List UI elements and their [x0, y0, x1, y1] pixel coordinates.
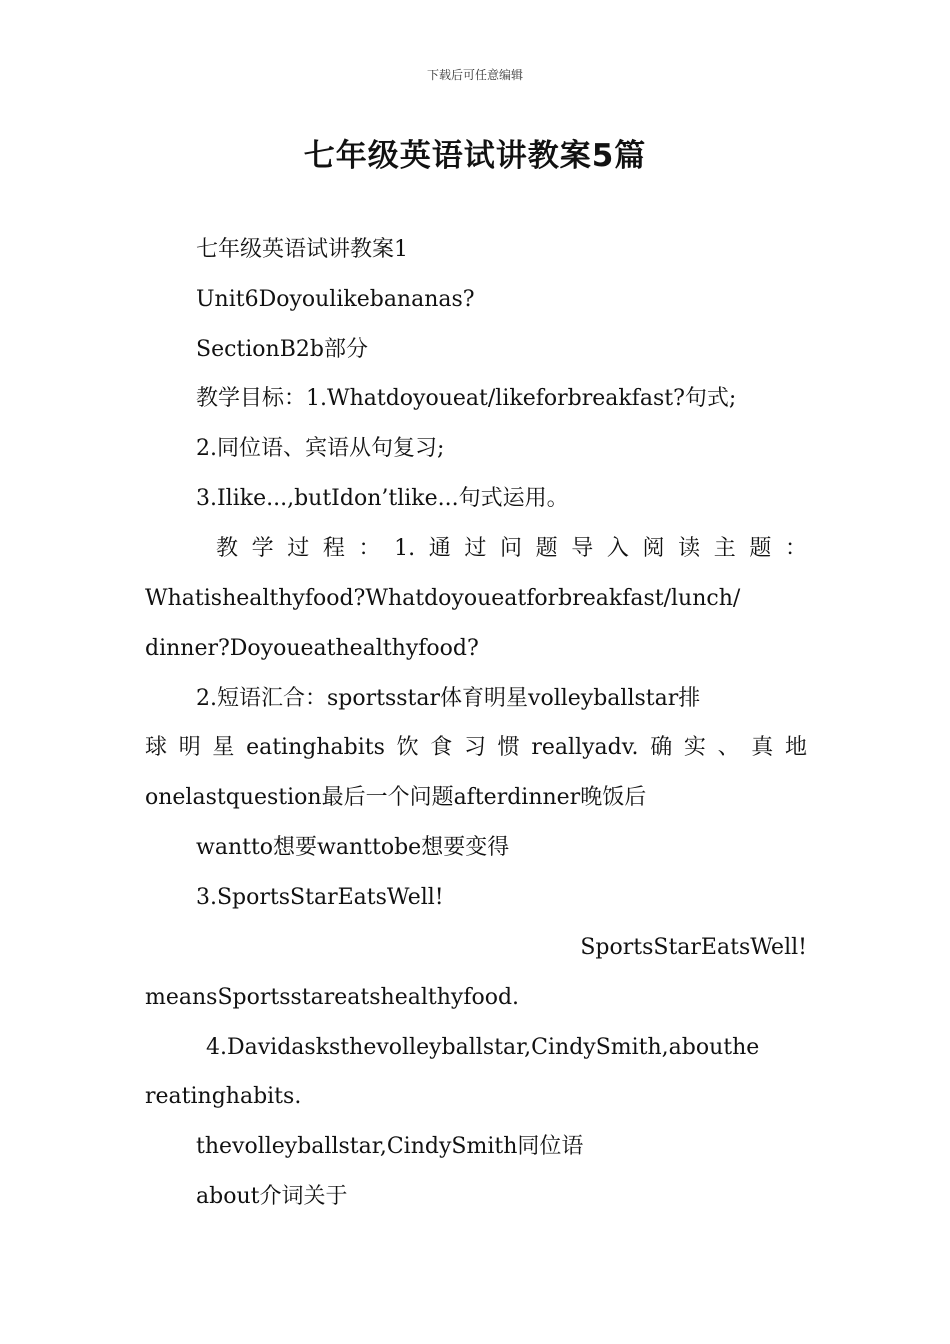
body-line: 教学过程：1.通过问题导入阅读主题：	[216, 536, 807, 561]
body-line: 2.同位语、宾语从句复习;	[196, 436, 445, 461]
body-line: meansSportsstareatshealthyfood.	[145, 985, 520, 1010]
page-header: 下载后可任意编辑	[426, 68, 523, 82]
body-line: SportsStarEatsWell!	[580, 935, 807, 960]
body-line: thevolleyballstar,CindySmith同位语	[196, 1134, 584, 1159]
body-line: 2.短语汇合：sportsstar体育明星volleyballstar排	[196, 686, 701, 711]
body-line: 七年级英语试讲教案1	[196, 237, 408, 262]
body-line: SectionB2b部分	[196, 337, 368, 362]
body-line: reatinghabits.	[145, 1084, 302, 1109]
body-line: wantto想要wanttobe想要变得	[196, 835, 510, 860]
body-line: about介词关于	[196, 1184, 348, 1209]
body-line: onelastquestion最后一个问题afterdinner晚饭后	[145, 785, 647, 810]
body-line: 3.Ilike...,butIdon’tlike...句式运用。	[196, 486, 569, 511]
document-title: 七年级英语试讲教案5篇	[303, 138, 647, 174]
body-line: 3.SportsStarEatsWell!	[196, 885, 444, 910]
body-line: Unit6Doyoulikebananas?	[196, 287, 475, 312]
body-line: 教学目标：1.Whatdoyoueat/likeforbreakfast?句式;	[196, 386, 737, 411]
body-line: 4.Davidasksthevolleyballstar,CindySmith,abouthe	[206, 1035, 760, 1060]
body-line: Whatishealthyfood?Whatdoyoueatforbreakfast/lunch/	[145, 586, 741, 611]
body-line: 球明星eatinghabits饮食习惯reallyadv.确实、真地	[145, 735, 807, 760]
body-line: dinner?Doyoueathealthyfood?	[145, 636, 479, 661]
